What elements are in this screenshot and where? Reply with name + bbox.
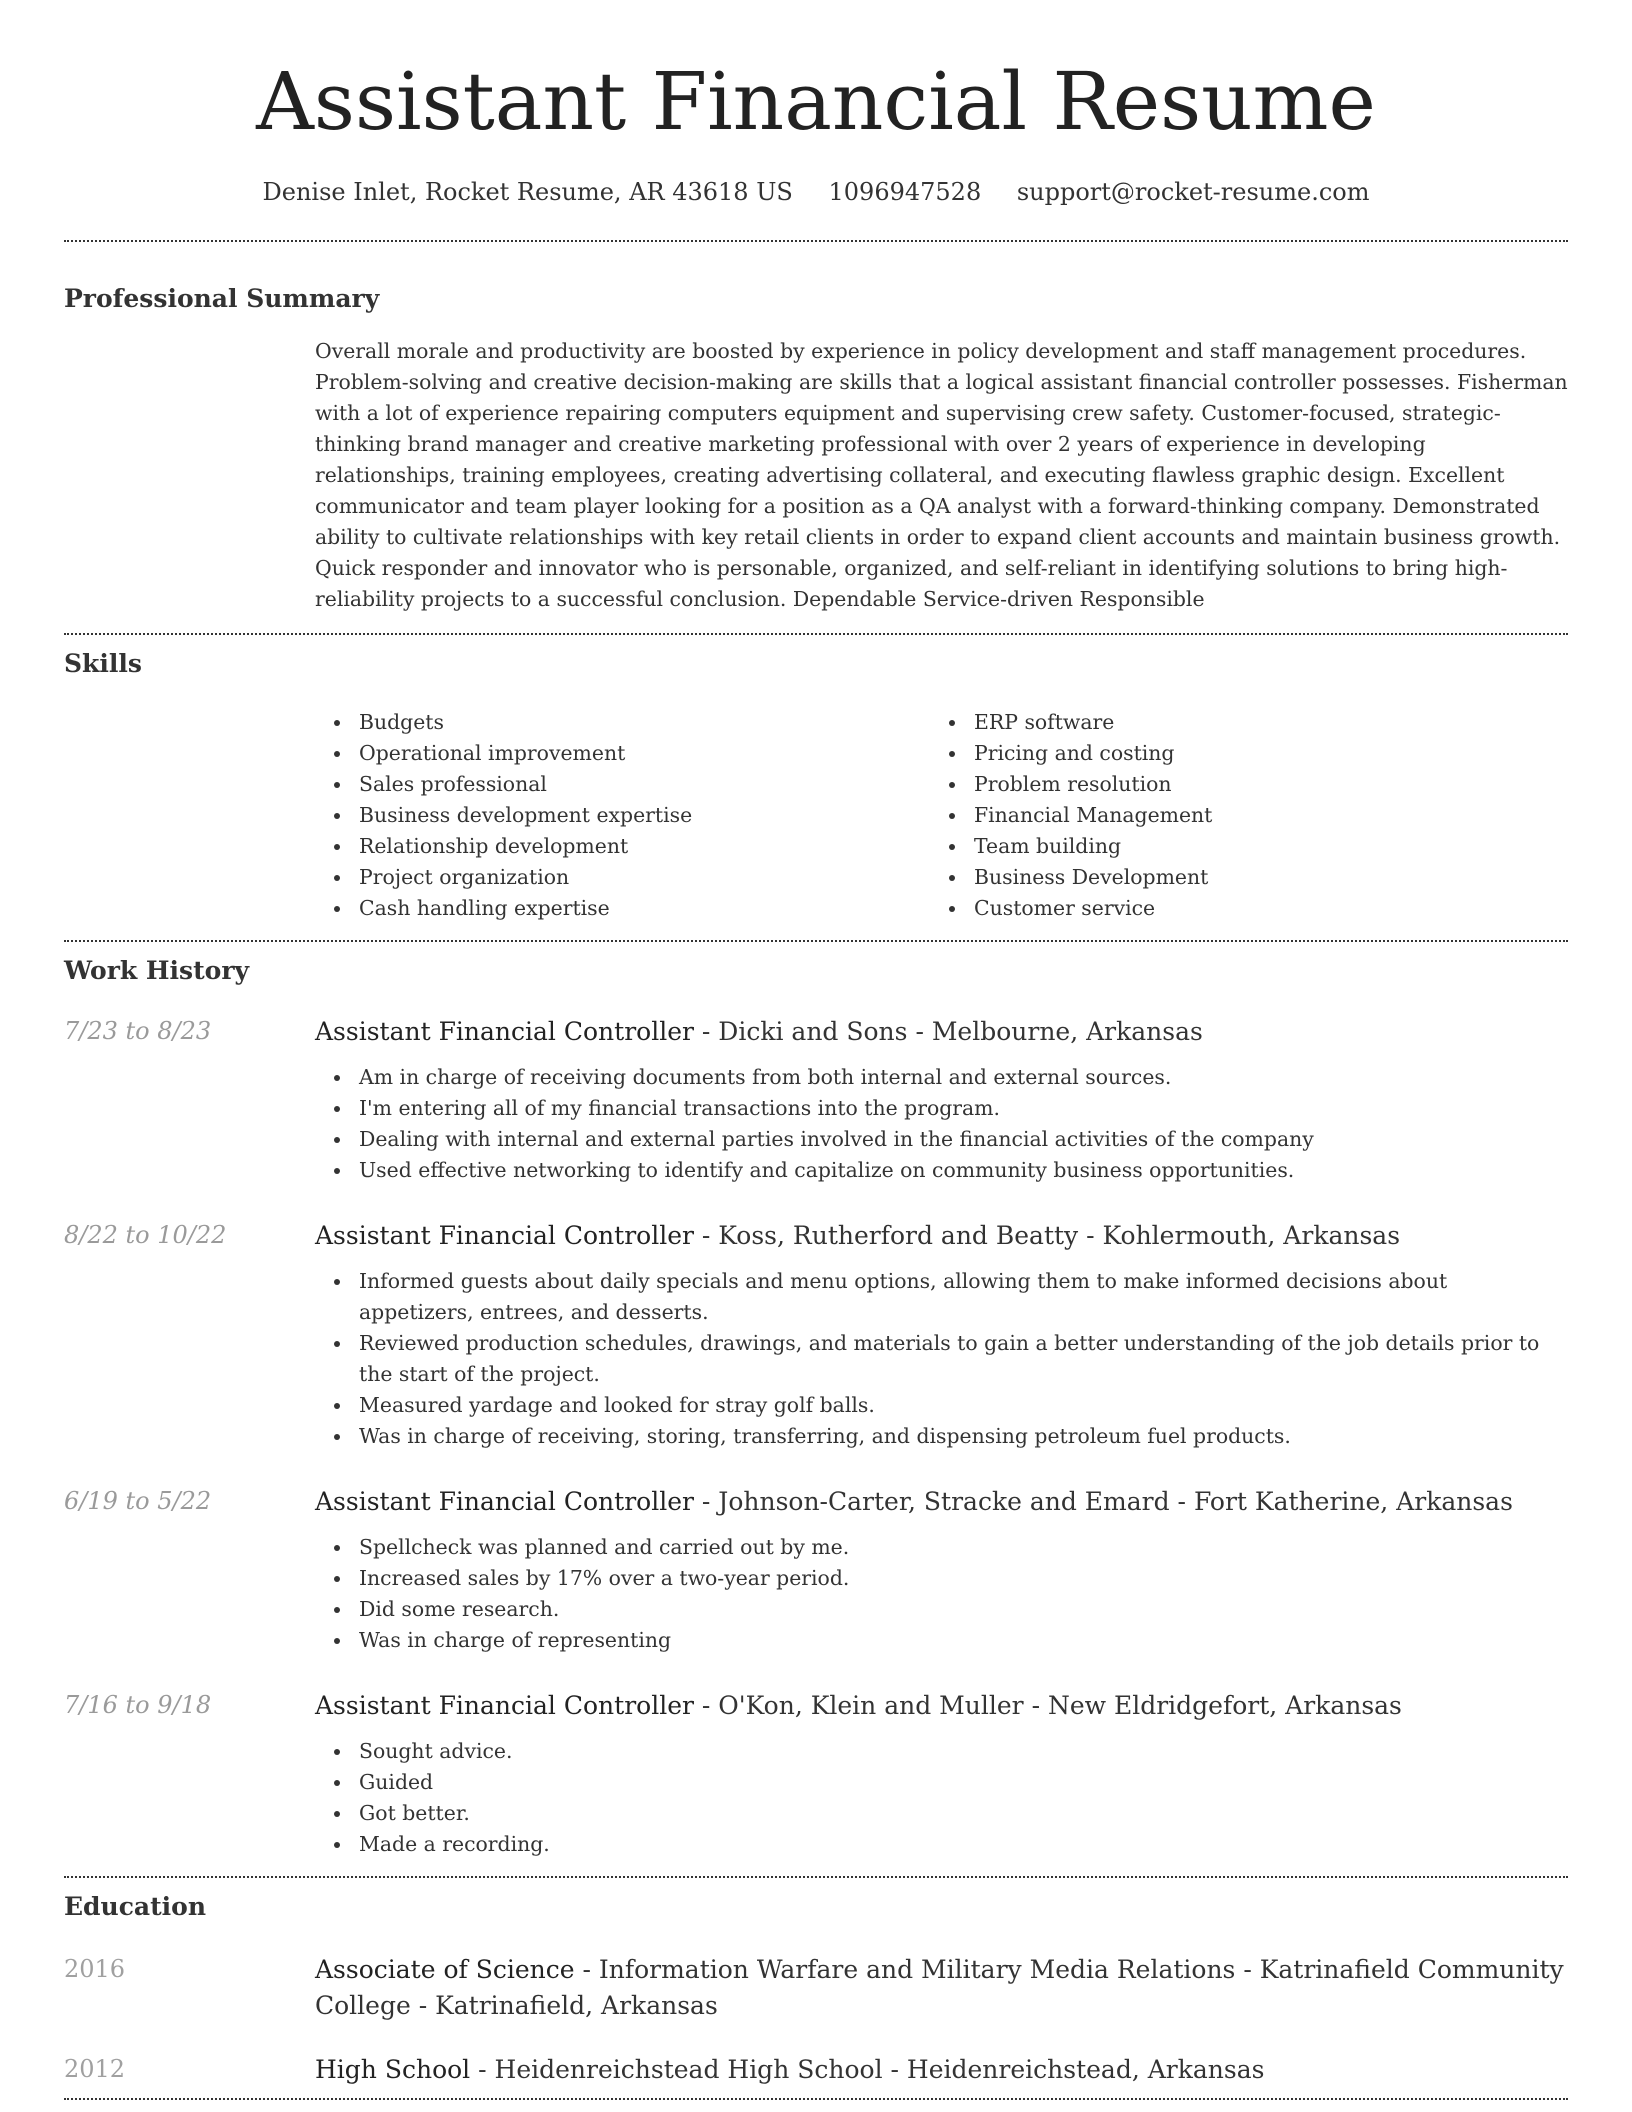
skill-item: ERP software — [930, 707, 1545, 738]
work-entry-date: 7/23 to 8/23 — [64, 1017, 212, 1045]
contact-address: Denise Inlet, Rocket Resume, AR 43618 US — [262, 178, 793, 206]
job-title: Assistant Financial Controller — [315, 1017, 694, 1046]
skill-item: Problem resolution — [930, 769, 1545, 800]
job-title: Assistant Financial Controller — [315, 1221, 694, 1250]
skill-item: Sales professional — [315, 769, 930, 800]
education-date: 2012 — [64, 2055, 126, 2083]
bullet-item: I'm entering all of my financial transactions into the program. — [315, 1093, 1568, 1124]
divider — [64, 240, 1568, 242]
work-entry-bullets — [315, 1736, 1568, 1860]
divider — [64, 2098, 1568, 2100]
education-entry-body — [315, 1952, 1568, 2024]
job-details: - Dicki and Sons - Melbourne, Arkansas — [693, 1017, 1203, 1046]
skills-grid — [315, 707, 1568, 940]
job-details: - O'Kon, Klein and Muller - New Eldridgefort, Arkansas — [693, 1691, 1402, 1720]
work-entry-body — [315, 1688, 1568, 1860]
bullet-item: Measured yardage and looked for stray golf balls. — [315, 1390, 1568, 1421]
work-entry-heading — [315, 1484, 1568, 1520]
education-entry — [64, 2052, 1568, 2088]
work-entry-date: 7/16 to 9/18 — [64, 1691, 212, 1719]
skill-item: Operational improvement — [315, 738, 930, 769]
work-entry — [64, 1218, 1568, 1452]
bullet-item: Spellcheck was planned and carried out by me. — [315, 1532, 1568, 1563]
work-entry — [64, 1014, 1568, 1186]
bullet-item: Got better. — [315, 1798, 1568, 1829]
bullet-item: Reviewed production schedules, drawings, and materials to gain a better understanding of the job details prior to the start of the project. — [315, 1328, 1568, 1390]
education-heading — [315, 1952, 1568, 2024]
education-heading — [315, 2052, 1568, 2088]
work-entry-body — [315, 1014, 1568, 1186]
job-title: Assistant Financial Controller — [315, 1487, 694, 1516]
contact-phone: 1096947528 — [828, 178, 982, 206]
education-section — [64, 1890, 1568, 2098]
job-details: - Koss, Rutherford and Beatty - Kohlermouth, Arkansas — [693, 1221, 1401, 1250]
work-entry-bullets — [315, 1062, 1568, 1186]
work-entry-date: 8/22 to 10/22 — [64, 1221, 227, 1249]
bullet-item: Did some research. — [315, 1594, 1568, 1625]
contact-line — [64, 176, 1568, 208]
section-title-education: Education — [64, 1892, 207, 1921]
education-entry — [64, 1952, 1568, 2024]
summary-text: Overall morale and productivity are boosted by experience in policy development and staff management procedures. Problem-solving and creative decision-making are skills that a logical assistant financial controller possesses. Fisherman with a lot of experience repairing computers equipment and supervising crew safety. Customer-focused, strategic-thinking brand manager and creative marketing professional with over 2 years of experience in developing relationships, training employees, creating advertising collateral, and executing flawless graphic design. Excellent communicator and team player looking for a position as a QA analyst with a forward-thinking company. Demonstrated ability to cultivate relationships with key retail clients in order to expand client accounts and maintain business growth. Quick responder and innovator who is personable, organized, and self-reliant in identifying solutions to bring high-reliability projects to a successful conclusion. Dependable Service-driven Responsible — [315, 339, 1568, 611]
degree: Associate of Science — [315, 1955, 575, 1984]
skills-section — [64, 647, 1568, 940]
work-entry-body — [315, 1218, 1568, 1452]
bullet-item: Dealing with internal and external parties involved in the financial activities of the company — [315, 1124, 1568, 1155]
resume-header — [64, 0, 1568, 208]
bullet-item: Informed guests about daily specials and menu options, allowing them to make informed decisions about appetizers, entrees, and desserts. — [315, 1266, 1568, 1328]
resume-title: Assistant Financial Resume — [256, 55, 1376, 148]
job-title: Assistant Financial Controller — [315, 1691, 694, 1720]
skill-item: Customer service — [930, 893, 1545, 924]
work-entry-heading — [315, 1014, 1568, 1050]
divider — [64, 1876, 1568, 1878]
work-entry — [64, 1688, 1568, 1876]
job-details: - Johnson-Carter, Stracke and Emard - Fort Katherine, Arkansas — [693, 1487, 1513, 1516]
skills-list-right — [930, 707, 1545, 924]
bullet-item: Was in charge of representing — [315, 1625, 1568, 1656]
work-entry-date: 6/19 to 5/22 — [64, 1487, 212, 1515]
education-details: - Information Warfare and Military Media Relations - Katrinafield Community College - Katrinafield, Arkansas — [315, 1955, 1564, 2020]
skill-item: Business development expertise — [315, 800, 930, 831]
work-entry-heading — [315, 1218, 1568, 1254]
education-entry-body — [315, 2052, 1568, 2088]
skill-item: Team building — [930, 831, 1545, 862]
bullet-item: Was in charge of receiving, storing, transferring, and dispensing petroleum fuel products. — [315, 1421, 1568, 1452]
bullet-item: Made a recording. — [315, 1829, 1568, 1860]
work-entry-heading — [315, 1688, 1568, 1724]
divider — [64, 633, 1568, 635]
skill-item: Project organization — [315, 862, 930, 893]
skill-item: Business Development — [930, 862, 1545, 893]
section-title-work-history: Work History — [64, 956, 250, 985]
contact-email: support@rocket-resume.com — [1016, 178, 1370, 206]
section-title-skills: Skills — [64, 649, 142, 678]
work-entry — [64, 1484, 1568, 1656]
summary-section — [64, 282, 1568, 633]
work-history-section — [64, 954, 1568, 1876]
bullet-item: Sought advice. — [315, 1736, 1568, 1767]
bullet-item: Used effective networking to identify and capitalize on community business opportunities. — [315, 1155, 1568, 1186]
skill-item: Pricing and costing — [930, 738, 1545, 769]
skill-item: Budgets — [315, 707, 930, 738]
skill-item: Financial Management — [930, 800, 1545, 831]
section-title-summary: Professional Summary — [64, 284, 380, 313]
bullet-item: Increased sales by 17% over a two-year period. — [315, 1563, 1568, 1594]
work-entry-bullets — [315, 1532, 1568, 1656]
work-entry-body — [315, 1484, 1568, 1656]
work-entry-bullets — [315, 1266, 1568, 1452]
education-date: 2016 — [64, 1955, 126, 1983]
bullet-item: Guided — [315, 1767, 1568, 1798]
degree: High School — [315, 2055, 471, 2084]
divider — [64, 940, 1568, 942]
education-details: - Heidenreichstead High School - Heidenreichstead, Arkansas — [470, 2055, 1265, 2084]
skill-item: Relationship development — [315, 831, 930, 862]
skills-list-left — [315, 707, 930, 924]
skill-item: Cash handling expertise — [315, 893, 930, 924]
bullet-item: Am in charge of receiving documents from both internal and external sources. — [315, 1062, 1568, 1093]
